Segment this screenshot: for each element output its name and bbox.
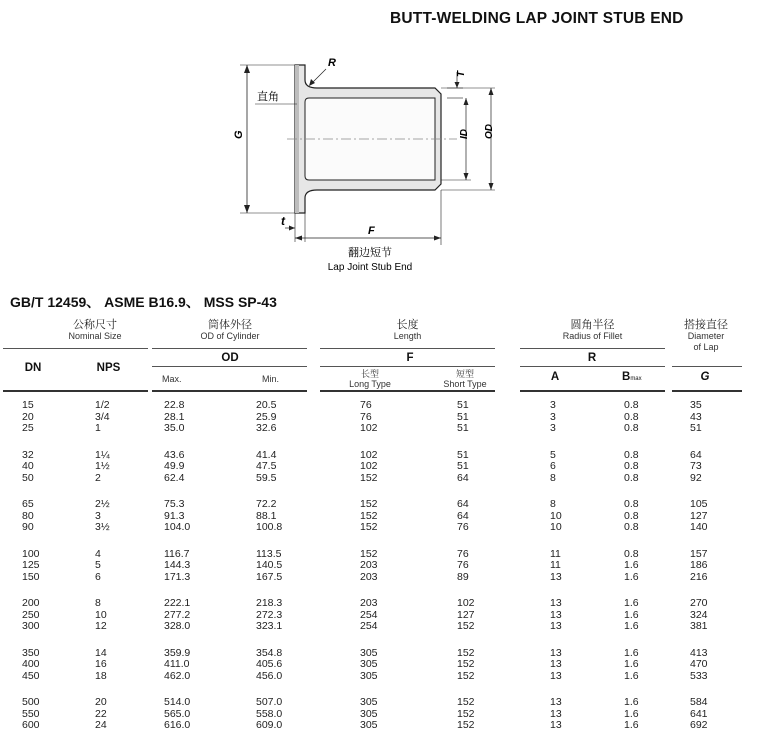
table-cell: 1½ <box>95 460 110 472</box>
header-min: Min. <box>262 374 280 384</box>
table-cell: 323.1 <box>256 620 283 632</box>
cell-short <box>457 598 475 633</box>
table-cell: 64 <box>457 498 469 510</box>
header-b: Bmax <box>622 371 642 383</box>
header-bottom-rule-5 <box>672 390 742 392</box>
table-cell: 100.8 <box>256 521 283 533</box>
cell-g <box>690 499 708 534</box>
cell-short <box>457 450 469 485</box>
table-cell: 200 <box>22 597 40 609</box>
label-g: G <box>233 130 245 139</box>
table-cell: 1 <box>95 422 101 434</box>
cell-g <box>690 648 708 683</box>
table-cell: 76 <box>360 399 372 411</box>
table-cell: 3 <box>550 410 556 423</box>
table-cell: 1.6 <box>624 559 639 571</box>
table-cell: 40 <box>22 460 34 472</box>
cell-g <box>690 549 708 584</box>
cell-long <box>360 400 378 435</box>
header-rule-f-sub <box>320 366 495 367</box>
table-cell: 2½ <box>95 498 110 510</box>
table-cell: 10 <box>550 521 562 533</box>
table-cell: 1.6 <box>624 658 639 670</box>
table-cell: 32.6 <box>256 422 277 434</box>
table-cell: 64 <box>457 471 469 484</box>
table-cell: 0.8 <box>624 509 639 522</box>
table-cell: 102 <box>360 448 378 461</box>
table-cell: 203 <box>360 597 378 609</box>
table-cell: 102 <box>457 597 475 609</box>
table-cell: 2 <box>95 471 101 484</box>
table-cell: 152 <box>457 669 475 682</box>
table-cell: 0.8 <box>624 547 639 560</box>
table-cell: 8 <box>95 597 101 609</box>
table-cell: 91.3 <box>164 509 185 522</box>
table-cell: 11 <box>550 559 561 571</box>
table-cell: 3 <box>550 422 556 434</box>
cell-od-min <box>256 400 276 435</box>
table-cell: 116.7 <box>164 547 190 560</box>
table-cell: 13 <box>550 658 562 670</box>
table-cell: 144.3 <box>164 559 191 571</box>
cell-b <box>624 697 639 732</box>
table-cell: 13 <box>550 719 562 731</box>
header-long-type: 长型 Long Type <box>349 369 391 389</box>
table-cell: 470 <box>690 658 708 670</box>
header-lap-diameter: 搭接直径 Diameter of Lap <box>684 319 728 352</box>
table-cell: 456.0 <box>256 669 283 682</box>
table-cell: 13 <box>550 597 562 609</box>
table-cell: 100 <box>22 547 40 560</box>
cell-long <box>360 549 378 584</box>
cell-b <box>624 450 639 485</box>
table-cell: 1/2 <box>95 399 110 411</box>
table-cell: 254 <box>360 620 378 632</box>
cell-od-max <box>164 450 184 485</box>
cell-a <box>550 400 556 435</box>
table-cell: 1.6 <box>624 669 639 682</box>
table-cell: 413 <box>690 646 708 659</box>
header-bottom-rule-3 <box>320 390 495 392</box>
table-cell: 18 <box>95 669 107 682</box>
table-cell: 51 <box>457 422 469 434</box>
table-cell: 62.4 <box>164 471 185 484</box>
label-right-angle: 直角 <box>257 91 279 103</box>
table-cell: 167.5 <box>256 570 283 583</box>
table-cell: 152 <box>457 646 475 659</box>
cell-g <box>690 450 702 485</box>
header-rule-r-sub <box>520 366 665 367</box>
table-cell: 1.6 <box>624 719 639 731</box>
cell-long <box>360 598 378 633</box>
header-bottom-rule-1 <box>3 390 148 392</box>
table-cell: 157 <box>690 547 708 560</box>
cell-b <box>624 549 639 584</box>
table-cell: 32 <box>22 448 34 461</box>
table-cell: 359.9 <box>164 646 191 659</box>
cell-a <box>550 549 562 584</box>
table-cell: 51 <box>457 460 469 472</box>
table-cell: 75.3 <box>164 498 185 510</box>
cell-short <box>457 549 469 584</box>
cell-dn <box>22 400 34 435</box>
table-cell: 152 <box>360 471 378 484</box>
table-cell: 80 <box>22 509 34 522</box>
table-cell: 13 <box>550 646 562 659</box>
table-cell: 500 <box>22 696 40 708</box>
table-cell: 113.5 <box>256 547 282 560</box>
table-cell: 514.0 <box>164 696 191 708</box>
table-cell: 127 <box>690 509 708 522</box>
table-cell: 50 <box>22 471 34 484</box>
header-short-type: 短型 Short Type <box>443 369 487 389</box>
table-cell: 65 <box>22 498 34 510</box>
table-cell: 305 <box>360 669 378 682</box>
table-cell: 43.6 <box>164 448 185 461</box>
cell-dn <box>22 598 40 633</box>
table-cell: 616.0 <box>164 719 191 731</box>
cell-nps <box>95 697 107 732</box>
table-cell: 152 <box>457 620 475 632</box>
table-cell: 92 <box>690 471 702 484</box>
table-cell: 35 <box>690 399 702 411</box>
table-cell: 405.6 <box>256 658 283 670</box>
table-cell: 125 <box>22 559 40 571</box>
table-cell: 305 <box>360 696 378 708</box>
table-cell: 462.0 <box>164 669 191 682</box>
table-cell: 51 <box>457 399 469 411</box>
table-cell: 152 <box>457 707 475 720</box>
standards-line: GB/T 12459、 ASME B16.9、 MSS SP-43 <box>10 294 277 310</box>
header-rule-nominal <box>3 348 148 349</box>
table-cell: 73 <box>690 460 702 472</box>
cell-b <box>624 598 639 633</box>
cell-nps <box>95 450 110 485</box>
table-cell: 600 <box>22 719 40 731</box>
table-cell: 10 <box>550 509 562 522</box>
header-od: OD <box>221 352 239 364</box>
header-rule-od-sub <box>152 366 307 367</box>
table-cell: 203 <box>360 570 378 583</box>
cell-od-max <box>164 697 190 732</box>
table-cell: 0.8 <box>624 448 639 461</box>
table-cell: 102 <box>360 460 378 472</box>
table-cell: 5 <box>95 559 101 571</box>
label-id: ID <box>459 129 470 139</box>
table-cell: 22.8 <box>164 399 185 411</box>
cell-nps <box>95 648 107 683</box>
header-max: Max. <box>162 374 182 384</box>
table-cell: 13 <box>550 707 562 720</box>
cell-nps <box>95 598 107 633</box>
cell-od-min <box>256 648 282 683</box>
table-cell: 507.0 <box>256 696 283 708</box>
table-cell: 272.3 <box>256 608 283 621</box>
table-cell: 0.8 <box>624 471 639 484</box>
cell-g <box>690 598 708 633</box>
label-f: F <box>368 225 375 237</box>
table-cell: 25 <box>22 422 34 434</box>
table-cell: 11 <box>550 547 561 560</box>
table-cell: 14 <box>95 646 107 659</box>
cell-nps <box>95 499 110 534</box>
table-cell: 152 <box>360 509 378 522</box>
table-cell: 4 <box>95 547 101 560</box>
table-cell: 350 <box>22 646 40 659</box>
table-cell: 1.6 <box>624 597 639 609</box>
table-cell: 10 <box>95 608 107 621</box>
table-cell: 152 <box>457 719 475 731</box>
table-cell: 72.2 <box>256 498 277 510</box>
table-cell: 104.0 <box>164 521 191 533</box>
cell-a <box>550 648 562 683</box>
cell-short <box>457 697 475 732</box>
table-cell: 12 <box>95 620 107 632</box>
cell-long <box>360 648 378 683</box>
table-cell: 1¼ <box>95 448 110 461</box>
header-dn: DN <box>24 362 42 374</box>
table-cell: 203 <box>360 559 378 571</box>
cell-od-max <box>164 499 190 534</box>
header-f: F <box>406 352 414 364</box>
table-cell: 59.5 <box>256 471 277 484</box>
cell-od-min <box>256 450 276 485</box>
header-rule-radius <box>520 348 665 349</box>
label-od: OD <box>484 124 495 139</box>
cell-od-max <box>164 549 190 584</box>
header-a: A <box>550 371 560 383</box>
table-cell: 13 <box>550 620 562 632</box>
cell-short <box>457 400 469 435</box>
table-cell: 152 <box>360 521 378 533</box>
table-cell: 13 <box>550 570 562 583</box>
table-cell: 89 <box>457 570 469 583</box>
header-length: 长度 Length <box>393 319 422 341</box>
label-r: R <box>328 57 336 69</box>
table-cell: 270 <box>690 597 708 609</box>
table-cell: 49.9 <box>164 460 185 472</box>
table-cell: 305 <box>360 658 378 670</box>
cell-od-max <box>164 648 190 683</box>
table-cell: 411.0 <box>164 658 190 670</box>
cell-od-max <box>164 400 184 435</box>
cell-short <box>457 499 469 534</box>
table-cell: 0.8 <box>624 399 639 411</box>
table-cell: 0.8 <box>624 521 639 533</box>
table-cell: 5 <box>550 448 556 461</box>
cell-nps <box>95 400 110 435</box>
label-t-upper: T <box>456 70 467 77</box>
table-cell: 140 <box>690 521 708 533</box>
table-cell: 22 <box>95 707 107 720</box>
header-bottom-rule-2 <box>152 390 307 392</box>
table-cell: 13 <box>550 669 562 682</box>
table-cell: 0.8 <box>624 422 639 434</box>
table-cell: 450 <box>22 669 40 682</box>
table-cell: 51 <box>457 410 469 423</box>
table-cell: 127 <box>457 608 475 621</box>
cell-od-min <box>256 549 282 584</box>
table-cell: 584 <box>690 696 708 708</box>
table-cell: 1.6 <box>624 646 639 659</box>
table-cell: 692 <box>690 719 708 731</box>
table-cell: 43 <box>690 410 702 423</box>
cell-dn <box>22 648 40 683</box>
cell-dn <box>22 697 40 732</box>
cell-od-min <box>256 499 282 534</box>
table-cell: 88.1 <box>256 509 277 522</box>
table-cell: 13 <box>550 696 562 708</box>
table-cell: 558.0 <box>256 707 283 720</box>
table-cell: 254 <box>360 608 378 621</box>
table-cell: 152 <box>360 547 378 560</box>
stub-end-diagram <box>225 50 515 280</box>
header-nps: NPS <box>96 362 121 374</box>
table-cell: 3 <box>550 399 556 411</box>
cell-long <box>360 697 378 732</box>
table-cell: 400 <box>22 658 40 670</box>
cell-od-min <box>256 697 282 732</box>
table-cell: 47.5 <box>256 460 277 472</box>
table-cell: 171.3 <box>164 570 191 583</box>
table-cell: 25.9 <box>256 410 277 423</box>
table-cell: 1.6 <box>624 620 639 632</box>
table-cell: 6 <box>95 570 101 583</box>
cell-nps <box>95 549 101 584</box>
header-rule-od <box>152 348 307 349</box>
table-cell: 8 <box>550 471 556 484</box>
table-cell: 324 <box>690 608 708 621</box>
table-cell: 609.0 <box>256 719 283 731</box>
header-g: G <box>700 371 710 383</box>
table-cell: 20 <box>22 410 34 423</box>
table-cell: 3 <box>95 509 101 522</box>
stub-end-drawing <box>225 50 515 280</box>
table-cell: 76 <box>457 559 469 571</box>
table-cell: 51 <box>457 448 469 461</box>
cell-long <box>360 450 378 485</box>
table-cell: 76 <box>457 547 469 560</box>
table-cell: 1.6 <box>624 608 639 621</box>
header-rule-g-sub <box>672 366 742 367</box>
table-cell: 305 <box>360 719 378 731</box>
table-cell: 1.6 <box>624 696 639 708</box>
table-cell: 51 <box>690 422 702 434</box>
table-cell: 41.4 <box>256 448 277 461</box>
table-cell: 24 <box>95 719 107 731</box>
table-cell: 20.5 <box>256 399 277 411</box>
table-cell: 8 <box>550 498 556 510</box>
table-cell: 565.0 <box>164 707 191 720</box>
table-cell: 90 <box>22 521 34 533</box>
table-cell: 550 <box>22 707 40 720</box>
table-cell: 140.5 <box>256 559 283 571</box>
cell-b <box>624 499 639 534</box>
cell-a <box>550 697 562 732</box>
table-cell: 641 <box>690 707 708 720</box>
table-cell: 35.0 <box>164 422 185 434</box>
cell-g <box>690 400 702 435</box>
header-bottom-rule-4 <box>520 390 665 392</box>
table-cell: 16 <box>95 658 107 670</box>
cell-od-max <box>164 598 190 633</box>
caption-en: Lap Joint Stub End <box>327 262 413 273</box>
table-cell: 250 <box>22 608 40 621</box>
cell-dn <box>22 450 34 485</box>
table-cell: 218.3 <box>256 597 283 609</box>
table-cell: 186 <box>690 559 708 571</box>
cell-a <box>550 450 556 485</box>
page-title: BUTT-WELDING LAP JOINT STUB END <box>390 10 684 27</box>
cell-short <box>457 648 475 683</box>
table-cell: 152 <box>360 498 378 510</box>
table-cell: 105 <box>690 498 708 510</box>
label-t-lower: t <box>281 214 285 228</box>
table-cell: 305 <box>360 707 378 720</box>
header-nominal: 公称尺寸 Nominal Size <box>68 319 122 341</box>
table-cell: 150 <box>22 570 40 583</box>
table-cell: 277.2 <box>164 608 191 621</box>
cell-a <box>550 499 562 534</box>
table-cell: 222.1 <box>164 597 191 609</box>
cell-dn <box>22 549 40 584</box>
table-cell: 152 <box>457 658 475 670</box>
header-r: R <box>587 352 597 364</box>
table-cell: 76 <box>457 521 469 533</box>
table-cell: 1.6 <box>624 707 639 720</box>
table-cell: 28.1 <box>164 410 185 423</box>
table-cell: 216 <box>690 570 708 583</box>
cell-b <box>624 648 639 683</box>
table-cell: 13 <box>550 608 562 621</box>
table-cell: 300 <box>22 620 40 632</box>
cell-long <box>360 499 378 534</box>
table-cell: 381 <box>690 620 708 632</box>
table-cell: 0.8 <box>624 410 639 423</box>
table-cell: 305 <box>360 646 378 659</box>
table-cell: 0.8 <box>624 498 639 510</box>
table-cell: 64 <box>457 509 469 522</box>
table-cell: 15 <box>22 399 34 411</box>
table-cell: 1.6 <box>624 570 639 583</box>
header-rule-length <box>320 348 495 349</box>
cell-a <box>550 598 562 633</box>
caption-cn: 翻边短节 <box>348 247 392 259</box>
table-cell: 3/4 <box>95 410 110 423</box>
cell-dn <box>22 499 34 534</box>
table-cell: 152 <box>457 696 475 708</box>
table-cell: 3½ <box>95 521 110 533</box>
table-cell: 102 <box>360 422 378 434</box>
cell-b <box>624 400 639 435</box>
table-cell: 328.0 <box>164 620 191 632</box>
header-radius: 圆角半径 Radius of Fillet <box>562 319 623 341</box>
table-cell: 20 <box>95 696 107 708</box>
table-cell: 6 <box>550 460 556 472</box>
table-cell: 533 <box>690 669 708 682</box>
table-cell: 76 <box>360 410 372 423</box>
table-cell: 0.8 <box>624 460 639 472</box>
table-cell: 64 <box>690 448 702 461</box>
header-od-cylinder: 筒体外径 OD of Cylinder <box>200 319 260 341</box>
cell-od-min <box>256 598 282 633</box>
cell-g <box>690 697 708 732</box>
table-cell: 354.8 <box>256 646 283 659</box>
